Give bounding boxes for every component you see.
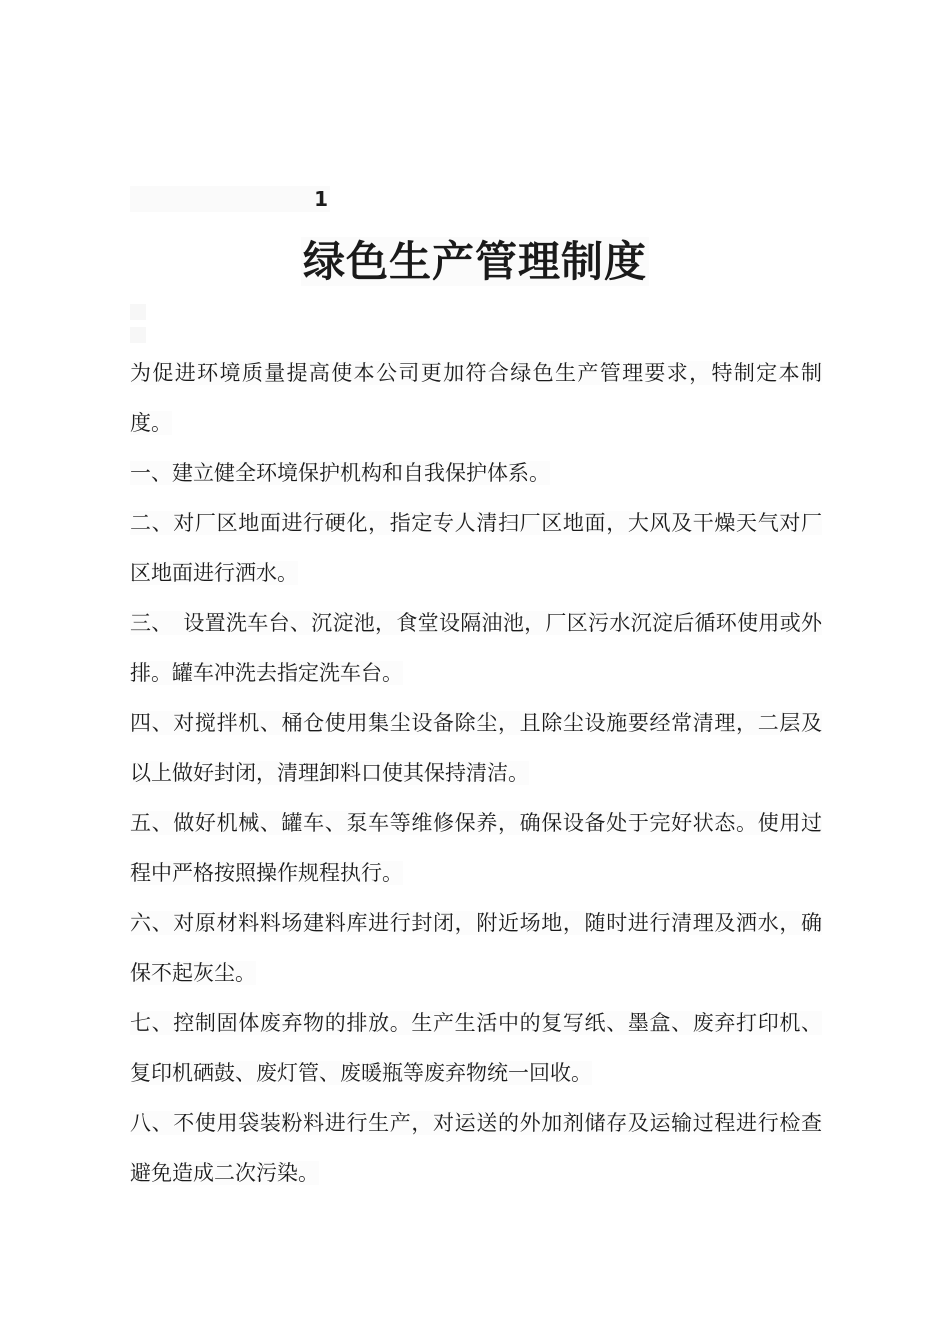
paragraph-item-5: 五、做好机械、罐车、泵车等维修保养，确保设备处于完好状态。使用过程中严格按照操作规程执行。 — [130, 811, 822, 885]
document-title — [0, 232, 950, 292]
paragraph-item-1: 一、建立健全环境保护机构和自我保护体系。 — [130, 461, 550, 485]
paragraph-item-7: 七、控制固体废弃物的排放。生产生活中的复写纸、墨盒、废弃打印机、复印机硒鼓、废灯管、废暖瓶等废弃物统一回收。 — [130, 1011, 822, 1085]
paragraph-item-4: 四、对搅拌机、桶仓使用集尘设备除尘，且除尘设施要经常清理，二层及以上做好封闭，清理卸料口使其保持清洁。 — [130, 711, 822, 785]
paragraph-item-2: 二、对厂区地面进行硬化，指定专人清扫厂区地面，大风及干燥天气对厂区地面进行洒水。 — [130, 511, 822, 585]
paragraph-intro: 为促进环境质量提高使本公司更加符合绿色生产管理要求，特制定本制度。 — [130, 361, 822, 435]
document-body — [130, 348, 822, 1198]
blank-line-marker — [130, 304, 146, 320]
document-title-text: 绿色生产管理制度 — [302, 237, 647, 286]
paragraph-item-6: 六、对原材料料场建料库进行封闭，附近场地，随时进行清理及洒水，确保不起灰尘。 — [130, 911, 822, 985]
blank-line-marker — [130, 327, 146, 343]
paragraph-item-3: 三、 设置洗车台、沉淀池，食堂设隔油池，厂区污水沉淀后循环使用或外排。罐车冲洗去指定洗车台。 — [130, 611, 822, 685]
paragraph-item-8: 八、不使用袋装粉料进行生产，对运送的外加剂储存及运输过程进行检查避免造成二次污染。 — [130, 1111, 822, 1185]
page-number: 1 — [130, 186, 330, 212]
